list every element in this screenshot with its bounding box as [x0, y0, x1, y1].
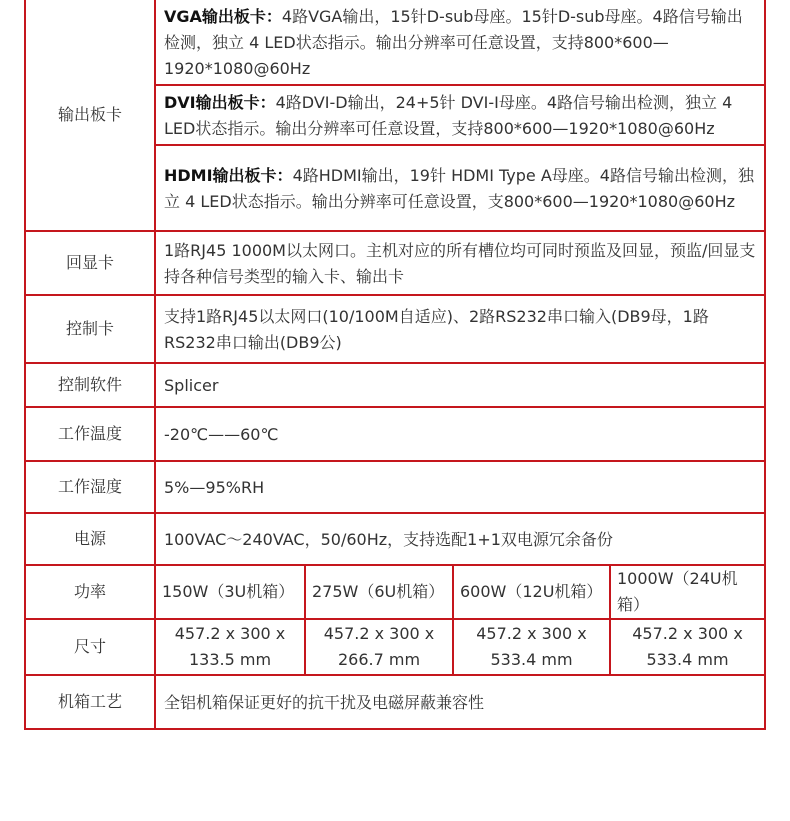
table-row [25, 407, 765, 461]
software-label: 控制软件 [25, 363, 155, 407]
hdmi-output-card-cell [155, 145, 765, 231]
table-row [25, 295, 765, 363]
control-card-label: 控制卡 [25, 295, 155, 363]
vga-output-card-cell [155, 0, 765, 85]
size-value-24u: 457.2 x 300 x 533.4 mm [610, 619, 765, 675]
power-value-3u: 150W（3U机箱） [155, 565, 305, 619]
power-value-6u: 275W（6U机箱） [305, 565, 453, 619]
chassis-label: 机箱工艺 [25, 675, 155, 729]
temperature-value: -20℃——60℃ [155, 407, 765, 461]
power-value-24u: 1000W（24U机箱） [610, 565, 765, 619]
power-value-12u: 600W（12U机箱） [453, 565, 610, 619]
table-row [25, 231, 765, 295]
humidity-value: 5%—95%RH [155, 461, 765, 513]
table-row [25, 619, 765, 675]
temperature-label: 工作温度 [25, 407, 155, 461]
echo-card-value: 1路RJ45 1000M以太网口。主机对应的所有槽位均可同时预监及回显，预监/回显支持各种信号类型的输入卡、输出卡 [155, 231, 765, 295]
table-row [25, 675, 765, 729]
software-value: Splicer [155, 363, 765, 407]
vga-title: VGA输出板卡： [164, 7, 282, 26]
power-label: 功率 [25, 565, 155, 619]
dvi-output-card-cell [155, 85, 765, 145]
table-row [25, 565, 765, 619]
hdmi-title: HDMI输出板卡： [164, 166, 293, 185]
table-row [25, 0, 765, 85]
size-label: 尺寸 [25, 619, 155, 675]
dvi-title: DVI输出板卡： [164, 93, 276, 112]
power-supply-label: 电源 [25, 513, 155, 565]
chassis-value: 全铝机箱保证更好的抗干扰及电磁屏蔽兼容性 [155, 675, 765, 729]
control-card-value: 支持1路RJ45以太网口(10/100M自适应)、2路RS232串口输入(DB9母，1路RS232串口输出(DB9公) [155, 295, 765, 363]
size-value-6u: 457.2 x 300 x 266.7 mm [305, 619, 453, 675]
size-value-3u: 457.2 x 300 x 133.5 mm [155, 619, 305, 675]
hdmi-text: 4路HDMI输出，19针 HDMI Type A母座。4路信号输出检测，独立 4 LED状态指示。输出分辨率可任意设置，支800*600—1920*1080@60Hz [164, 166, 754, 211]
table-row [25, 461, 765, 513]
dvi-text: 4路DVI-D输出，24+5针 DVI-I母座。4路信号输出检测，独立 4 LED状态指示。输出分辨率可任意设置，支持800*600—1920*1080@60Hz [164, 93, 733, 138]
size-value-12u: 457.2 x 300 x 533.4 mm [453, 619, 610, 675]
spec-table [24, 0, 766, 730]
output-card-label: 输出板卡 [25, 0, 155, 231]
humidity-label: 工作湿度 [25, 461, 155, 513]
table-row [25, 513, 765, 565]
table-row [25, 363, 765, 407]
echo-card-label: 回显卡 [25, 231, 155, 295]
power-supply-value: 100VAC～240VAC，50/60Hz，支持选配1+1双电源冗余备份 [155, 513, 765, 565]
vga-text: 4路VGA输出，15针D-sub母座。15针D-sub母座。4路信号输出检测，独立 4 LED状态指示。输出分辨率可任意设置，支持800*600—1920*1080@60Hz [164, 7, 743, 78]
